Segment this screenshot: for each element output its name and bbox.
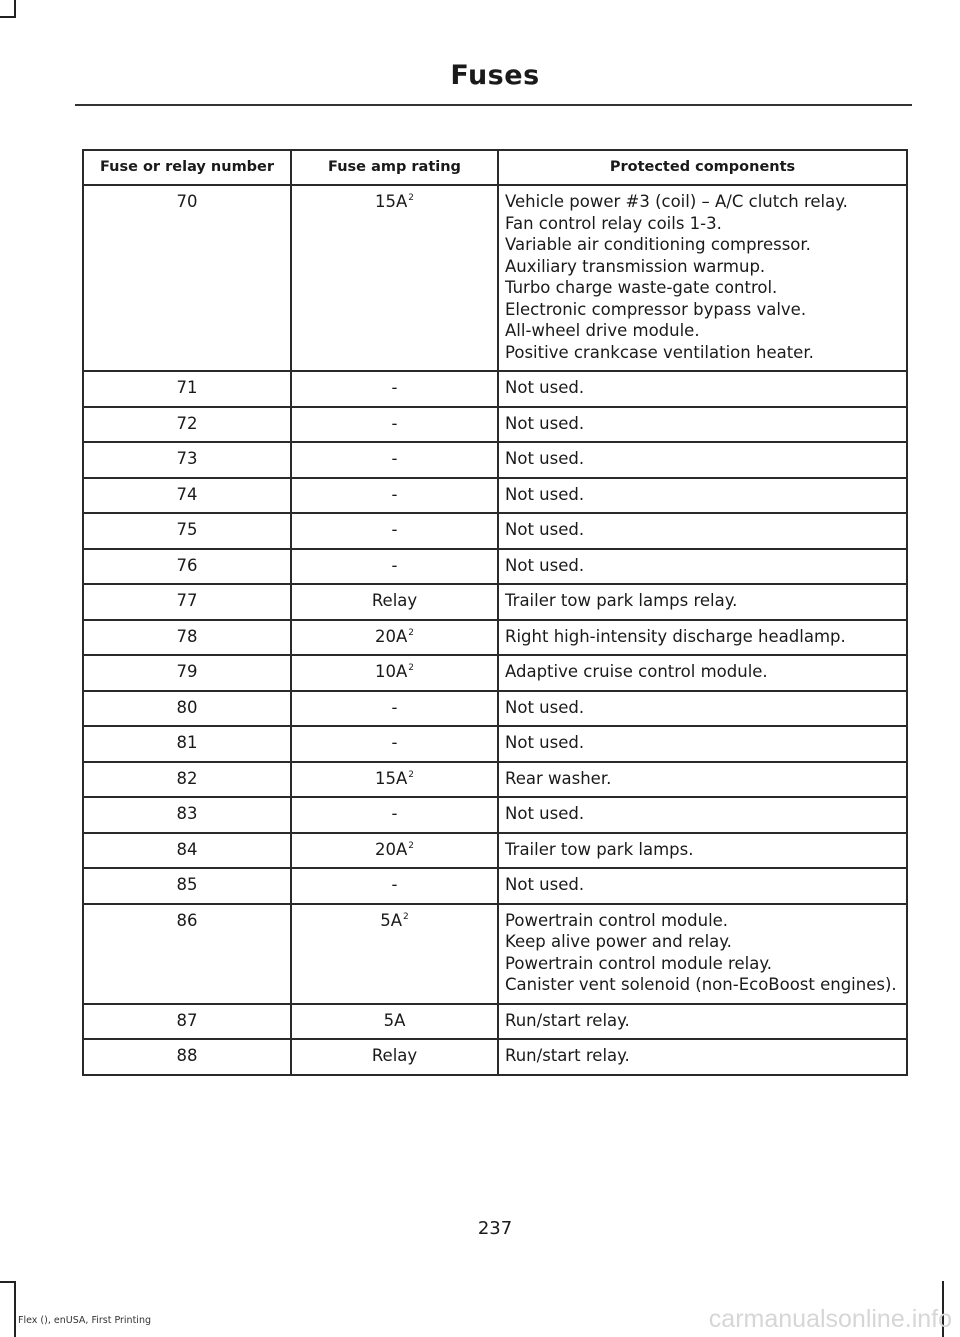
amp-rating-value: 20A bbox=[374, 839, 408, 859]
amp-rating-value: - bbox=[391, 733, 398, 752]
protected-components-cell bbox=[498, 726, 907, 762]
component-line: Powertrain control module relay. bbox=[505, 953, 772, 973]
amp-rating-cell bbox=[291, 833, 498, 869]
table-header-row bbox=[83, 150, 907, 185]
protected-components-cell bbox=[498, 620, 907, 656]
amp-rating-value: - bbox=[391, 875, 398, 894]
component-line: Not used. bbox=[505, 555, 585, 575]
component-line: Powertrain control module. bbox=[505, 910, 729, 930]
fuse-number-cell: 88 bbox=[83, 1039, 291, 1075]
page-title: Fuses bbox=[450, 60, 540, 91]
amp-rating-value: - bbox=[391, 555, 398, 575]
amp-rating-cell bbox=[291, 691, 498, 727]
component-line: Not used. bbox=[505, 413, 585, 433]
amp-rating-value: - bbox=[391, 449, 398, 468]
amp-rating-value: - bbox=[391, 378, 398, 397]
protected-components-cell bbox=[498, 1039, 907, 1075]
fuse-number-cell: 80 bbox=[83, 691, 291, 727]
amp-rating-value: - bbox=[391, 697, 398, 717]
fuse-number-cell: 73 bbox=[83, 442, 291, 478]
amp-rating-value: Relay bbox=[371, 1046, 418, 1065]
title-divider bbox=[75, 104, 912, 106]
table-row bbox=[83, 833, 907, 869]
amp-rating-cell bbox=[291, 655, 498, 691]
fuse-number-cell: 75 bbox=[83, 513, 291, 549]
amp-rating-value: - bbox=[391, 804, 398, 823]
amp-rating-cell bbox=[291, 868, 498, 904]
fuse-number-cell: 70 bbox=[83, 185, 291, 371]
protected-components-cell bbox=[498, 691, 907, 727]
component-line: Adaptive cruise control module. bbox=[505, 662, 768, 681]
component-line: Variable air conditioning compressor. bbox=[505, 235, 811, 254]
amp-rating-cell bbox=[291, 185, 498, 371]
table-row bbox=[83, 797, 907, 833]
component-line: Fan control relay coils 1-3. bbox=[505, 213, 722, 233]
crop-mark bbox=[0, 16, 16, 18]
fuse-number-cell: 83 bbox=[83, 797, 291, 833]
component-line: Not used. bbox=[505, 804, 585, 823]
page-number: 237 bbox=[477, 1218, 513, 1239]
table-row bbox=[83, 691, 907, 727]
amp-rating-cell bbox=[291, 478, 498, 514]
component-line: Vehicle power #3 (coil) – A/C clutch relay. bbox=[505, 192, 848, 211]
fuse-number-cell: 86 bbox=[83, 904, 291, 1004]
protected-components-cell bbox=[498, 442, 907, 478]
amp-rating-value: 20A bbox=[374, 626, 408, 646]
fuse-number-cell: 81 bbox=[83, 726, 291, 762]
fuse-number-cell: 71 bbox=[83, 371, 291, 407]
amp-rating-cell bbox=[291, 442, 498, 478]
column-header-amp-rating: Fuse amp rating bbox=[291, 150, 498, 185]
component-line: Trailer tow park lamps relay. bbox=[505, 591, 738, 610]
table-row bbox=[83, 185, 907, 371]
table-row bbox=[83, 1004, 907, 1040]
component-line: Not used. bbox=[505, 378, 585, 397]
crop-mark bbox=[14, 1281, 16, 1337]
amp-rating-cell bbox=[291, 1039, 498, 1075]
amp-rating-cell bbox=[291, 762, 498, 798]
component-line: Not used. bbox=[505, 733, 585, 752]
footnote-marker: 2 bbox=[403, 911, 409, 922]
component-line: Run/start relay. bbox=[505, 1046, 630, 1065]
table-row bbox=[83, 513, 907, 549]
amp-rating-value: 15A bbox=[374, 768, 408, 788]
component-line: Keep alive power and relay. bbox=[505, 932, 732, 951]
protected-components-cell bbox=[498, 513, 907, 549]
fuse-number-cell: 74 bbox=[83, 478, 291, 514]
footnote-marker: 2 bbox=[408, 663, 415, 673]
footnote-marker: 2 bbox=[408, 840, 415, 851]
amp-rating-cell bbox=[291, 726, 498, 762]
component-line: Positive crankcase ventilation heater. bbox=[505, 342, 814, 362]
table-row bbox=[83, 1039, 907, 1075]
amp-rating-value: - bbox=[391, 413, 398, 433]
footnote-marker: 2 bbox=[408, 193, 415, 203]
footnote-marker: 2 bbox=[408, 627, 415, 638]
table-row bbox=[83, 407, 907, 443]
component-line: Not used. bbox=[505, 449, 585, 468]
amp-rating-value: - bbox=[391, 520, 398, 539]
amp-rating-value: - bbox=[391, 484, 398, 504]
amp-rating-cell bbox=[291, 371, 498, 407]
fuse-number-cell: 85 bbox=[83, 868, 291, 904]
fuse-number-cell: 76 bbox=[83, 549, 291, 585]
table-row bbox=[83, 655, 907, 691]
edition-label: Flex (), enUSA, First Printing bbox=[18, 1315, 151, 1326]
amp-rating-value: 15A bbox=[374, 192, 408, 211]
fuse-number-cell: 72 bbox=[83, 407, 291, 443]
component-line: Run/start relay. bbox=[505, 1010, 630, 1030]
component-line: Auxiliary transmission warmup. bbox=[505, 256, 766, 276]
crop-mark bbox=[0, 1281, 16, 1283]
protected-components-cell bbox=[498, 371, 907, 407]
protected-components-cell bbox=[498, 1004, 907, 1040]
watermark: carmanualsonline.info bbox=[708, 1305, 952, 1333]
amp-rating-value: 5A bbox=[380, 910, 403, 930]
fuse-number-cell: 82 bbox=[83, 762, 291, 798]
fuse-table bbox=[82, 149, 908, 1076]
component-line: Not used. bbox=[505, 875, 585, 894]
protected-components-cell bbox=[498, 762, 907, 798]
fuse-number-cell: 77 bbox=[83, 584, 291, 620]
amp-rating-value: 10A bbox=[374, 662, 408, 681]
table-row bbox=[83, 904, 907, 1004]
protected-components-cell bbox=[498, 868, 907, 904]
component-line: Electronic compressor bypass valve. bbox=[505, 299, 807, 319]
fuse-number-cell: 78 bbox=[83, 620, 291, 656]
component-line: Right high-intensity discharge headlamp. bbox=[505, 626, 846, 646]
protected-components-cell bbox=[498, 185, 907, 371]
component-line: Canister vent solenoid (non-EcoBoost engines). bbox=[505, 975, 897, 994]
fuse-number-cell: 79 bbox=[83, 655, 291, 691]
footnote-marker: 2 bbox=[408, 769, 415, 780]
component-line: Not used. bbox=[505, 520, 585, 539]
table-row bbox=[83, 762, 907, 798]
amp-rating-cell bbox=[291, 904, 498, 1004]
table-row bbox=[83, 620, 907, 656]
fuse-number-cell: 84 bbox=[83, 833, 291, 869]
component-line: Not used. bbox=[505, 484, 585, 504]
amp-rating-value: 5A bbox=[383, 1010, 406, 1030]
table-row bbox=[83, 868, 907, 904]
table-body bbox=[83, 185, 907, 1075]
table-row bbox=[83, 726, 907, 762]
amp-rating-value: Relay bbox=[371, 591, 418, 610]
amp-rating-cell bbox=[291, 620, 498, 656]
table-row bbox=[83, 371, 907, 407]
component-line: Not used. bbox=[505, 697, 585, 717]
component-line: Trailer tow park lamps. bbox=[505, 839, 694, 859]
column-header-protected-components: Protected components bbox=[498, 150, 907, 185]
fuse-number-cell: 87 bbox=[83, 1004, 291, 1040]
protected-components-cell bbox=[498, 407, 907, 443]
amp-rating-cell bbox=[291, 584, 498, 620]
column-header-fuse-number: Fuse or relay number bbox=[83, 150, 291, 185]
component-line: All-wheel drive module. bbox=[505, 321, 700, 340]
table-row bbox=[83, 442, 907, 478]
protected-components-cell bbox=[498, 584, 907, 620]
protected-components-cell bbox=[498, 904, 907, 1004]
table-row bbox=[83, 478, 907, 514]
table-row bbox=[83, 549, 907, 585]
amp-rating-cell bbox=[291, 407, 498, 443]
protected-components-cell bbox=[498, 549, 907, 585]
table-row bbox=[83, 584, 907, 620]
protected-components-cell bbox=[498, 478, 907, 514]
protected-components-cell bbox=[498, 833, 907, 869]
amp-rating-cell bbox=[291, 549, 498, 585]
amp-rating-cell bbox=[291, 1004, 498, 1040]
amp-rating-cell bbox=[291, 797, 498, 833]
protected-components-cell bbox=[498, 655, 907, 691]
amp-rating-cell bbox=[291, 513, 498, 549]
protected-components-cell bbox=[498, 797, 907, 833]
component-line: Rear washer. bbox=[505, 768, 612, 788]
component-line: Turbo charge waste-gate control. bbox=[505, 278, 778, 297]
